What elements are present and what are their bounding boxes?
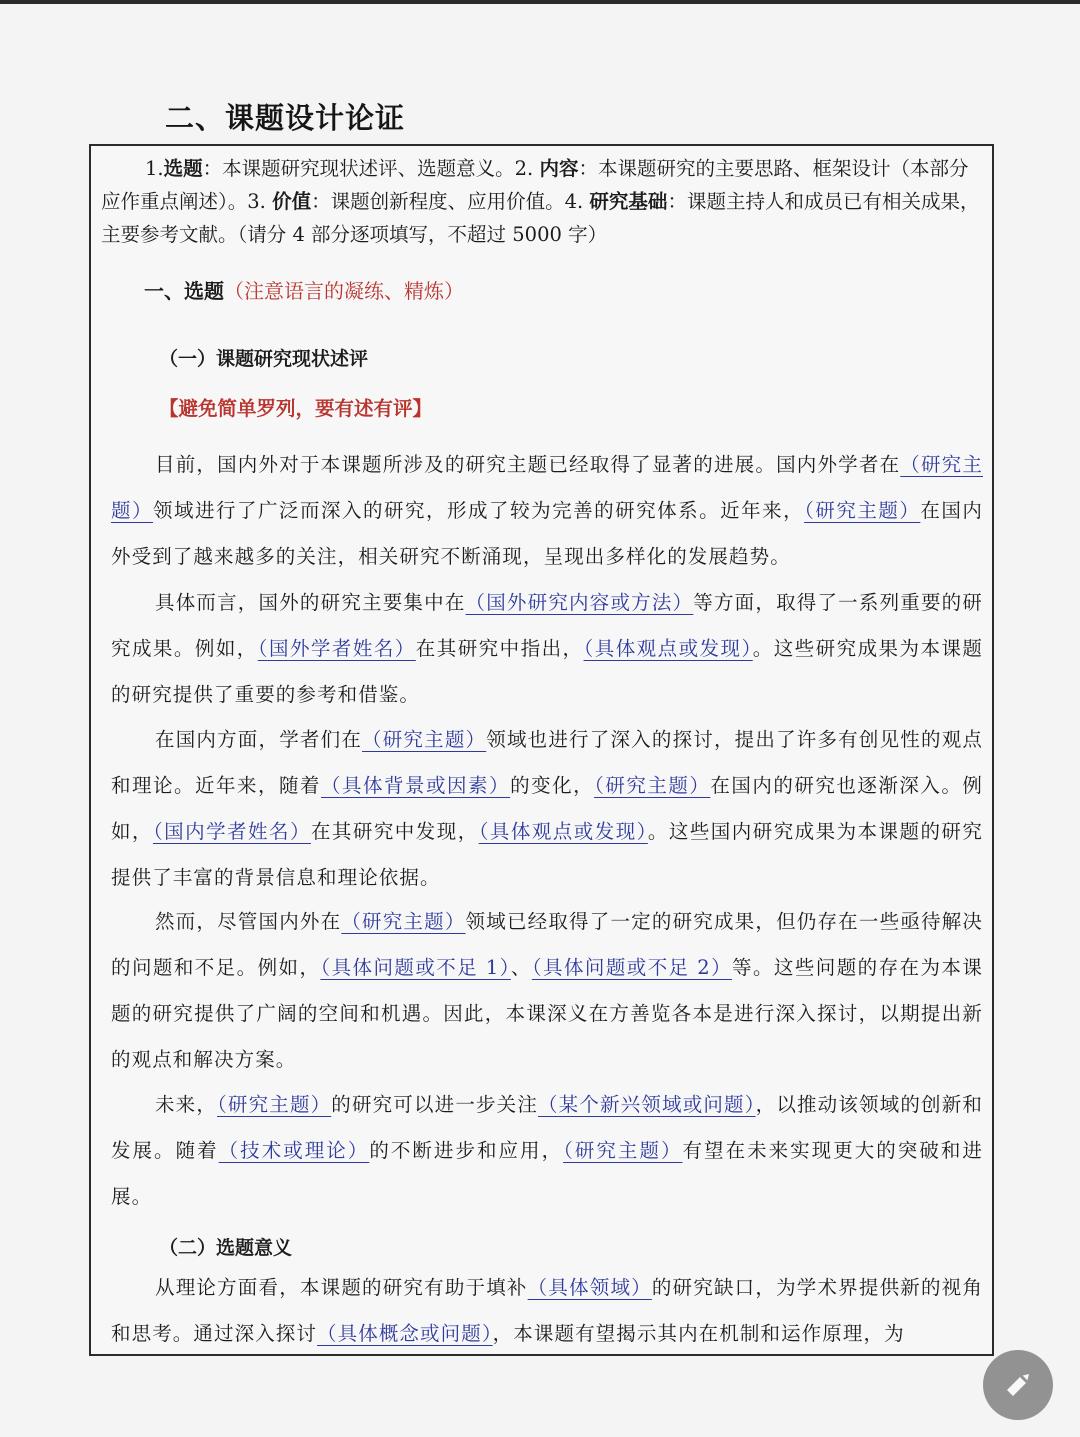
placeholder: （具体问题或不足 1） — [320, 956, 511, 979]
lead-key-3: 价值 — [272, 190, 312, 213]
placeholder: （具体背景或因素） — [321, 774, 511, 797]
placeholder: （具体观点或发现） — [478, 820, 648, 843]
placeholder: （技术或理论） — [218, 1139, 370, 1162]
paragraph-3: 在国内方面，学者们在（研究主题）领域也进行了深入的探讨，提出了许多有创见性的观点和理论。近年来，随着（具体背景或因素）的变化，（研究主题）在国内的研究也逐渐深入。例如，（国内学者姓名）在其研究中发现，（具体观点或发现）。这些国内研究成果为本课题的研究提供了丰富的背景信息和理论依据。 — [111, 728, 983, 889]
placeholder: （某个新兴领域或问题） — [538, 1093, 756, 1116]
lead-key-1: 选题 — [163, 157, 203, 180]
placeholder: （国外学者姓名） — [257, 637, 416, 660]
paragraph-6: 从理论方面看，本课题的研究有助于填补（具体领域）的研究缺口，为学术界提供新的视角和思考。通过深入探讨（具体概念或问题），本课题有望揭示其内在机制和运作原理，为 — [111, 1276, 983, 1345]
placeholder: （具体问题或不足 2） — [531, 956, 733, 979]
lead-text-4: ：课题主持人和成员已有相关成果，主要参考文献。（请分 4 部分逐项填写，不超过 5000 字） — [101, 190, 980, 246]
lead-num-3: 3. — [247, 190, 266, 213]
lead-text-1: ：本课题研究现状述评、选题意义。 — [202, 157, 515, 180]
instructions — [101, 152, 986, 251]
top-edge-strip — [0, 0, 1080, 4]
placeholder: （研究主题） — [804, 499, 921, 522]
share-button[interactable] — [983, 1350, 1053, 1420]
placeholder: （国外研究内容或方法） — [465, 591, 694, 614]
placeholder: （研究主题） — [594, 774, 711, 797]
placeholder: （具体观点或发现） — [583, 637, 753, 660]
section-note: （注意语言的凝练、精炼） — [224, 279, 464, 303]
lead-num-2: 2. — [514, 157, 534, 180]
placeholder: （研究主题） — [362, 728, 487, 751]
lead-num-4: 4. — [564, 190, 584, 213]
section-title-text: 一、选题 — [144, 279, 224, 303]
paragraph-5: 未来，（研究主题）的研究可以进一步关注（某个新兴领域或问题），以推动该领域的创新和发展。随着（技术或理论）的不断进步和应用，（研究主题）有望在未来实现更大的突破和进展。 — [111, 1093, 983, 1208]
section-title-topic — [144, 274, 464, 308]
page-heading: 二、课题设计论证 — [165, 101, 406, 135]
placeholder: （具体概念或问题） — [317, 1322, 493, 1345]
paragraph-4: 然而，尽管国内外在（研究主题）领域已经取得了一定的研究成果，但仍存在一些亟待解决的问题和不足。例如，（具体问题或不足 1）、（具体问题或不足 2）等。这些问题的存在为本课题的研究提供了广阔的空间和机遇。因此，本课深义在方善览各本是进行深入探讨，以期提出新的观点和解决方案。 — [111, 910, 983, 1071]
placeholder: （研究主题） — [563, 1139, 683, 1162]
form-table-cell — [89, 144, 994, 1356]
placeholder: （国内学者姓名） — [152, 820, 311, 843]
placeholder: （研究主题） — [217, 1093, 332, 1116]
placeholder: （具体领域） — [527, 1276, 652, 1299]
subsection-title-significance: （二）选题意义 — [159, 1237, 293, 1259]
placeholder: （研究主题） — [111, 453, 983, 522]
lead-key-4: 研究基础 — [589, 190, 668, 213]
lead-text-2: ：本课题研究的主要思路、框架设计（本部分应作重点阐述）。 — [101, 157, 969, 213]
subsection-title-review: （一）课题研究现状述评 — [159, 348, 369, 370]
share-icon — [999, 1366, 1037, 1404]
lead-key-2: 内容 — [539, 157, 579, 180]
paragraph-2: 具体而言，国外的研究主要集中在（国外研究内容或方法）等方面，取得了一系列重要的研究成果。例如，（国外学者姓名）在其研究中指出，（具体观点或发现）。这些研究成果为本课题的研究提供了重要的参考和借鉴。 — [111, 591, 984, 706]
warning-note: 【避免简单罗列，要有述有评】 — [159, 397, 433, 420]
lead-num-1: 1. — [145, 157, 164, 180]
lead-text-3: ：课题创新程度、应用价值。 — [311, 190, 565, 213]
placeholder: （研究主题） — [341, 910, 466, 933]
paragraph-1: 目前，国内外对于本课题所涉及的研究主题已经取得了显著的进展。国内外学者在（研究主题）领域进行了广泛而深入的研究，形成了较为完善的研究体系。近年来，（研究主题）在国内外受到了越来越多的关注，相关研究不断涌现，呈现出多样化的发展趋势。 — [111, 453, 983, 568]
